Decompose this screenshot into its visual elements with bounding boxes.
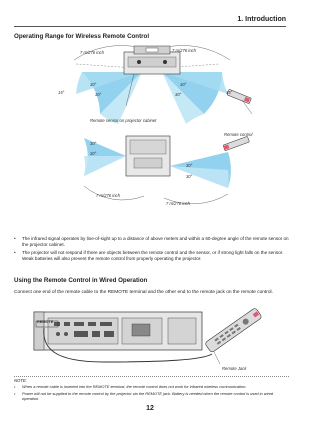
note-text: When a remote cable is inserted into the REMOTE terminal, the remote control does not work for infrared wireless communication. [22, 384, 247, 389]
bullet-item: • The infrared signal operates by line-of-sight up to a distance of above meters and within a 60-degree angle of the remote sensor on the projector cabinet. [14, 236, 289, 247]
tilt-label-left: 15° [58, 90, 65, 95]
bullet-text: The projector will not respond if there are objects between the remote control and the sensor, or if strong light falls on the sensor. Weak batteries will also prevent the remote control from properly operating the projector. [22, 250, 284, 261]
note-item: • Power will not be supplied to the remote control by the projector via the REMOTE jack. Battery is needed when the remote control is used in wired operation. [14, 391, 289, 401]
angle-label-g: 30° [186, 163, 193, 168]
bullet-list [14, 236, 289, 264]
remote-terminal-label: REMOTE [37, 320, 54, 324]
angle-label-f: 30° [90, 151, 97, 156]
wired-description: Connect one end of the remote cable to the REMOTE terminal and the other end to the remote jack on the remote control. [14, 290, 273, 295]
note-title: NOTE: [14, 378, 27, 383]
angle-label-h: 30° [186, 174, 193, 179]
note-list [14, 384, 289, 403]
distance-label-bottom-right: 7 m/276 inch [166, 201, 190, 206]
note-item: • When a remote cable is inserted into the REMOTE terminal, the remote control does not work for infrared wireless communication. [14, 384, 247, 389]
angle-label-c: 30° [180, 82, 187, 87]
range-diagram-top [14, 42, 289, 128]
remote-jack-label: Remote Jack [222, 366, 247, 371]
bullet-item: • The projector will not respond if there are objects between the remote control and the sensor, or if strong light falls on the sensor. Weak batteries will also prevent the remote control from properly operating the projector. [14, 250, 289, 262]
note-text: Power will not be supplied to the remote control by the projector via the REMOTE jack. Battery is needed when the remote control is used in wired operation. [22, 391, 274, 401]
wired-connection-figure [14, 308, 289, 368]
header-rule [14, 26, 286, 27]
section-title-wireless: Operating Range for Wireless Remote Control [14, 33, 150, 40]
range-diagram-side [14, 130, 289, 205]
angle-label-e: 30° [90, 141, 97, 146]
angle-label-d: 30° [175, 92, 182, 97]
angle-label-b: 30° [95, 92, 102, 97]
chapter-header: 1. Introduction [237, 16, 286, 23]
bullet-text: The infrared signal operates by line-of-sight up to a distance of above meters and within a 60-degree angle of the remote sensor on the projector cabinet. [22, 236, 289, 247]
distance-label-top-left: 7 m/276 inch [80, 50, 104, 55]
page-number: 12 [146, 405, 154, 412]
distance-label-bottom-left: 7 m/276 inch [96, 193, 120, 198]
sensor-caption: Remote sensor on projector cabinet [90, 118, 157, 123]
section-title-wired: Using the Remote Control in Wired Operation [14, 277, 148, 284]
angle-label-a: 30° [90, 82, 97, 87]
tilt-label-right: 15° [226, 90, 233, 95]
note-divider [14, 376, 289, 378]
remote-caption: Remote control [224, 132, 253, 137]
distance-label-top-right: 7 m/276 inch [172, 48, 196, 53]
